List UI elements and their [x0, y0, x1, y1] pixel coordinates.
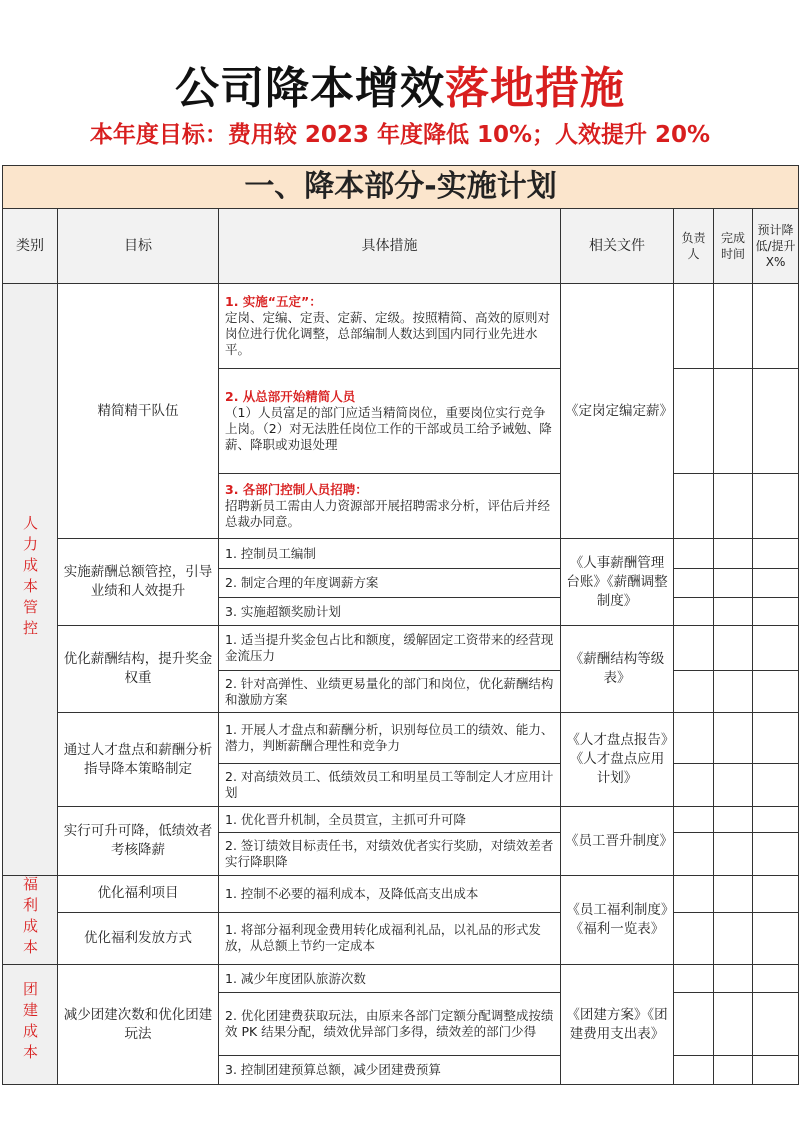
- target-percent-cell[interactable]: [753, 713, 799, 764]
- table-row: [3, 713, 799, 764]
- deadline-cell[interactable]: [714, 626, 753, 671]
- related-file-cell: 《人事薪酬管理台账》《薪酬调整制度》: [561, 539, 674, 626]
- deadline-cell[interactable]: [714, 833, 753, 876]
- owner-cell[interactable]: [674, 965, 714, 993]
- related-file-cell: 《定岗定编定薪》: [561, 284, 674, 539]
- target-percent-cell[interactable]: [753, 833, 799, 876]
- target-percent-cell[interactable]: [753, 1056, 799, 1085]
- owner-cell[interactable]: [674, 569, 714, 598]
- measure-text: 3. 控制团建预算总额，减少团建费预算: [225, 1062, 441, 1077]
- related-file-cell: 《薪酬结构等级表》: [561, 626, 674, 713]
- owner-cell[interactable]: [674, 807, 714, 833]
- goal-cell: 通过人才盘点和薪酬分析指导降本策略制定: [58, 713, 219, 807]
- deadline-cell[interactable]: [714, 993, 753, 1056]
- measure-text: 1. 将部分福利现金费用转化成福利礼品，以礼品的形式发放，从总额上节约一定成本: [225, 922, 541, 954]
- column-header: 负责人: [674, 209, 714, 284]
- target-percent-cell[interactable]: [753, 876, 799, 913]
- target-percent-cell[interactable]: [753, 369, 799, 474]
- measure-text: 2. 针对高弹性、业绩更易量化的部门和岗位，优化薪酬结构和激励方案: [225, 675, 554, 707]
- goal-cell: 优化福利发放方式: [58, 912, 219, 964]
- measure-cell: [219, 993, 561, 1056]
- deadline-cell[interactable]: [714, 807, 753, 833]
- title-text: 公司降本增效: [175, 63, 445, 114]
- target-percent-cell[interactable]: [753, 474, 799, 539]
- measure-text: 2. 优化团建费获取玩法，由原来各部门定额分配调整成按绩效 PK 结果分配，绩效优异部门多得，绩效差的部门少得: [225, 1008, 554, 1039]
- measure-cell: [219, 713, 561, 764]
- measure-text: 1. 控制不必要的福利成本，及降低高支出成本: [225, 885, 479, 901]
- deadline-cell[interactable]: [714, 671, 753, 713]
- measure-text: 1. 减少年度团队旅游次数: [225, 970, 366, 986]
- measure-text: 2. 制定合理的年度调薪方案: [225, 575, 379, 590]
- table-row: [3, 876, 799, 913]
- deadline-cell[interactable]: [714, 912, 753, 964]
- measure-cell: [219, 284, 561, 369]
- category-cell: [3, 965, 58, 1085]
- plan-table: [2, 165, 799, 1085]
- measure-cell: [219, 1056, 561, 1085]
- category-label: 人力成本管控: [21, 514, 39, 641]
- owner-cell[interactable]: [674, 369, 714, 474]
- goal-cell: 实行可升可降，低绩效者考核降薪: [58, 807, 219, 876]
- target-percent-cell[interactable]: [753, 539, 799, 569]
- measure-cell: [219, 671, 561, 713]
- deadline-cell[interactable]: [714, 539, 753, 569]
- target-percent-cell[interactable]: [753, 671, 799, 713]
- page-title: [0, 52, 800, 116]
- table-row: [3, 284, 799, 369]
- column-header: 相关文件: [561, 209, 674, 284]
- target-percent-cell[interactable]: [753, 912, 799, 964]
- column-header: 目标: [58, 209, 219, 284]
- target-percent-cell[interactable]: [753, 965, 799, 993]
- owner-cell[interactable]: [674, 539, 714, 569]
- owner-cell[interactable]: [674, 284, 714, 369]
- column-header: 类别: [3, 209, 58, 284]
- measure-cell: [219, 626, 561, 671]
- measure-cell: [219, 764, 561, 807]
- column-header: 预计降低/提升X%: [753, 209, 799, 284]
- deadline-cell[interactable]: [714, 876, 753, 913]
- measure-text: 1. 适当提升奖金包占比和额度，缓解固定工资带来的经营现金流压力: [225, 632, 554, 663]
- measure-text: 招聘新员工需由人力资源部开展招聘需求分析，评估后并经总裁办同意。: [225, 498, 551, 529]
- table-row: [3, 912, 799, 964]
- measure-title: 3. 各部门控制人员招聘：: [225, 482, 368, 497]
- target-percent-cell[interactable]: [753, 569, 799, 598]
- measure-cell: [219, 876, 561, 913]
- goal-cell: 减少团建次数和优化团建玩法: [58, 965, 219, 1085]
- category-label: 福利成本: [21, 876, 39, 960]
- owner-cell[interactable]: [674, 833, 714, 876]
- owner-cell[interactable]: [674, 1056, 714, 1085]
- measure-cell: [219, 369, 561, 474]
- measure-text: 3. 实施超额奖励计划: [225, 603, 341, 619]
- measure-cell: [219, 598, 561, 626]
- column-header: 完成时间: [714, 209, 753, 284]
- deadline-cell[interactable]: [714, 474, 753, 539]
- section-title: 一、降本部分-实施计划: [3, 166, 799, 209]
- measure-cell: [219, 833, 561, 876]
- measure-text: （1）人员富足的部门应适当精简岗位，重要岗位实行竞争上岗。（2）对无法胜任岗位工作的干部或员工给予诫勉、降薪、降职或劝退处理: [225, 405, 552, 452]
- category-cell: [3, 876, 58, 965]
- measure-text: 定岗、定编、定责、定薪、定级。按照精简、高效的原则对岗位进行优化调整，总部编制人数达到国内同行业先进水平。: [225, 310, 551, 357]
- measure-cell: [219, 912, 561, 964]
- deadline-cell[interactable]: [714, 965, 753, 993]
- target-percent-cell[interactable]: [753, 284, 799, 369]
- owner-cell[interactable]: [674, 713, 714, 764]
- deadline-cell[interactable]: [714, 598, 753, 626]
- column-header: 具体措施: [219, 209, 561, 284]
- category-cell: [3, 284, 58, 876]
- deadline-cell[interactable]: [714, 369, 753, 474]
- table-row: [3, 807, 799, 833]
- measure-cell: [219, 807, 561, 833]
- category-label: 团建成本: [21, 980, 39, 1065]
- owner-cell[interactable]: [674, 474, 714, 539]
- title-highlight: 落地措施: [445, 63, 625, 114]
- table-row: [3, 965, 799, 993]
- table-row: [3, 626, 799, 671]
- owner-cell[interactable]: [674, 764, 714, 807]
- owner-cell[interactable]: [674, 912, 714, 964]
- measure-cell: [219, 965, 561, 993]
- owner-cell[interactable]: [674, 626, 714, 671]
- related-file-cell: 《人才盘点报告》《人才盘点应用计划》: [561, 713, 674, 807]
- deadline-cell[interactable]: [714, 1056, 753, 1085]
- related-file-cell: 《员工福利制度》《福利一览表》: [561, 876, 674, 965]
- target-percent-cell[interactable]: [753, 764, 799, 807]
- target-percent-cell[interactable]: [753, 626, 799, 671]
- table-row: [3, 539, 799, 569]
- deadline-cell[interactable]: [714, 713, 753, 764]
- measure-text: 2. 对高绩效员工、低绩效员工和明星员工等制定人才应用计划: [225, 769, 554, 800]
- measure-cell: [219, 569, 561, 598]
- measure-text: 1. 优化晋升机制，全员贯宣，主抓可升可降: [225, 811, 466, 827]
- goal-cell: 优化薪酬结构，提升奖金权重: [58, 626, 219, 713]
- target-percent-cell[interactable]: [753, 807, 799, 833]
- measure-text: 1. 开展人才盘点和薪酬分析，识别每位员工的绩效、能力、潜力，判断薪酬合理性和竞争力: [225, 722, 554, 753]
- measure-title: 2. 从总部开始精简人员: [225, 389, 356, 404]
- goal-cell: 优化福利项目: [58, 876, 219, 913]
- related-file-cell: 《员工晋升制度》: [561, 807, 674, 876]
- deadline-cell[interactable]: [714, 764, 753, 807]
- target-percent-cell[interactable]: [753, 598, 799, 626]
- measure-text: 1. 控制员工编制: [225, 545, 316, 561]
- owner-cell[interactable]: [674, 876, 714, 913]
- owner-cell[interactable]: [674, 598, 714, 626]
- measure-text: 2. 签订绩效目标责任书，对绩效优者实行奖励，对绩效差者实行降职降: [225, 838, 554, 869]
- related-file-cell: 《团建方案》《团建费用支出表》: [561, 965, 674, 1085]
- deadline-cell[interactable]: [714, 569, 753, 598]
- measure-cell: [219, 474, 561, 539]
- goal-cell: 实施薪酬总额管控，引导业绩和人效提升: [58, 539, 219, 626]
- measure-cell: [219, 539, 561, 569]
- owner-cell[interactable]: [674, 671, 714, 713]
- goal-cell: 精简精干队伍: [58, 284, 219, 539]
- measure-title: 1. 实施“五定”：: [225, 294, 322, 309]
- owner-cell[interactable]: [674, 993, 714, 1056]
- page-subtitle: 本年度目标：费用较 2023 年度降低 10%；人效提升 20%: [89, 122, 711, 148]
- target-percent-cell[interactable]: [753, 993, 799, 1056]
- deadline-cell[interactable]: [714, 284, 753, 369]
